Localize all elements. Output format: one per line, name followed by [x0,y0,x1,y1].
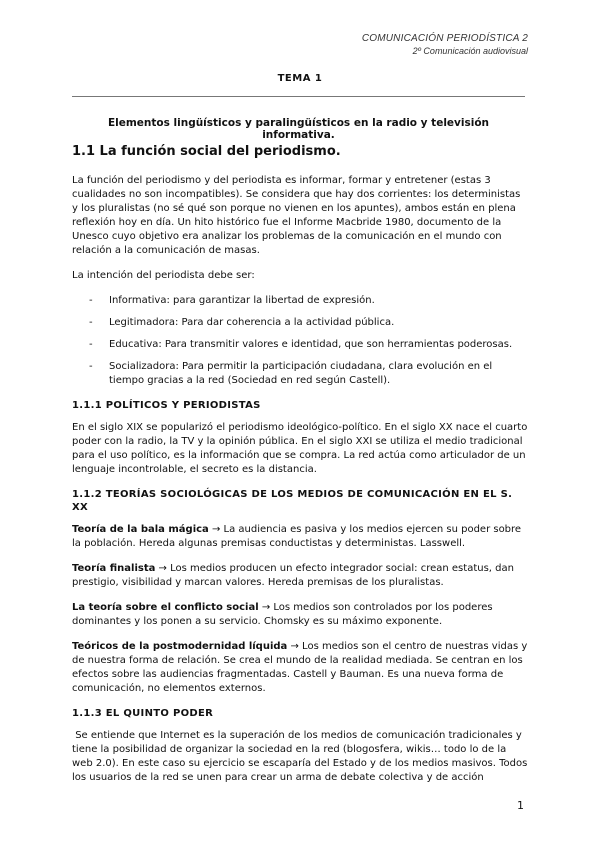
list-item [72,360,528,388]
section-1-1-3-heading: 1.1.3 EL QUINTO PODER [72,708,214,719]
section-1-1-paragraph-1: La función del periodismo y del periodista es informar, formar y entretener (estas 3 cualidades no son incompatibles). Se considera que hay dos corrientes: los deterministas y los pluralistas (no sé qué son porque no vienen en los apuntes), ambos están en plena reflexión hoy en día. Un hito histórico fue el Informe Macbride 1980, documento de la Unesco cuyo objetivo era analizar los problemas de la comunicación en el mundo con relación a la comunicación de masas. [72,175,521,256]
theory-paragraph [72,640,528,696]
section-1-1-3-paragraph: Se entiende que Internet es la superación de los medios de comunicación tradicionales y tiene la posibilidad de organizar la sociedad en la red (blogosfera, wikis… todo lo de la web 2.0). En este caso su ejercicio se escaparía del Estado y de los medios masivos. Todos los usuarios de la red se unen para crear un arma de debate colectiva y de acción [72,730,531,783]
header-program: 2º Comunicación audiovisual [412,46,528,56]
theory-text: → Los medios son controlados por los poderes dominantes y los ponen a su servicio. Chomsky es su máximo exponente. [72,602,493,627]
list-item-text: Legitimadora: Para dar coherencia a la actividad pública. [109,317,395,328]
theory-paragraph [72,562,528,590]
document-body [72,144,531,796]
section-1-1-heading: 1.1 La función social del periodismo. [72,144,341,159]
page-number: 1 [517,799,524,812]
theory-text: → Los medios producen un efecto integrador social: crean estatus, dan prestigio, visibilidad y marcan valores. Hereda premisas de los pluralistas. [72,563,514,588]
intentions-list [72,294,528,388]
section-1-1-1-paragraph: En el siglo XIX se popularizó el periodismo ideológico-político. En el siglo XX nace el cuarto poder con la radio, la TV y la opinión pública. En el siglo XXI se utiliza el medio tradicional para el uso político, es la información que se compra. La red actúa como articulador de un lenguaje incontrolable, el secreto es la distancia. [72,422,528,475]
section-1-1-2-heading: 1.1.2 TEORÍAS SOCIOLÓGICAS DE LOS MEDIOS DE COMUNICACIÓN EN EL S. XX [72,489,513,513]
theory-term: Teoría de la bala mágica [72,524,209,535]
list-item-text: Informativa: para garantizar la libertad de expresión. [109,295,375,306]
theory-paragraph [72,523,528,551]
section-1-1-paragraph-2: La intención del periodista debe ser: [72,270,255,281]
theory-term: Teoría finalista [72,563,156,574]
list-item [72,294,528,308]
theory-term: La teoría sobre el conflicto social [72,602,259,613]
tema-title: TEMA 1 [277,73,323,84]
list-item-text: Educativa: Para transmitir valores e identidad, que son herramientas poderosas. [109,339,513,350]
theory-term: Teóricos de la postmodernidad líquida [72,641,288,652]
theory-text: → La audiencia es pasiva y los medios ejercen su poder sobre la población. Hereda algunas premisas conductistas y deterministas. Lasswell. [72,524,522,549]
list-dash: - [89,317,93,328]
page-header [362,32,528,57]
header-divider [72,96,525,97]
list-item-text: Socializadora: Para permitir la participación ciudadana, clara evolución en el tiempo gracias a la red (Sociedad en red según Castell). [109,361,493,386]
list-dash: - [89,339,93,350]
document-subtitle: Elementos lingüísticos y paralingüísticos en la radio y televisión informativa. [107,117,490,141]
list-dash: - [89,361,93,372]
list-item [72,316,528,330]
theory-paragraph [72,601,528,629]
list-item [72,338,528,352]
section-1-1-1-heading: 1.1.1 POLÍTICOS Y PERIODISTAS [72,400,261,411]
theory-text: → Los medios son el centro de nuestras vidas y de nuestra forma de relación. Se crea el mundo de la realidad mediada. Se centran en los efectos sobre las audiencias fragmentadas. Castell y Bauman. Es una nueva forma de comunicación, no elementos externos. [72,641,528,694]
list-dash: - [89,295,93,306]
header-course: COMUNICACIÓN PERIODÍSTICA 2 [361,33,528,44]
